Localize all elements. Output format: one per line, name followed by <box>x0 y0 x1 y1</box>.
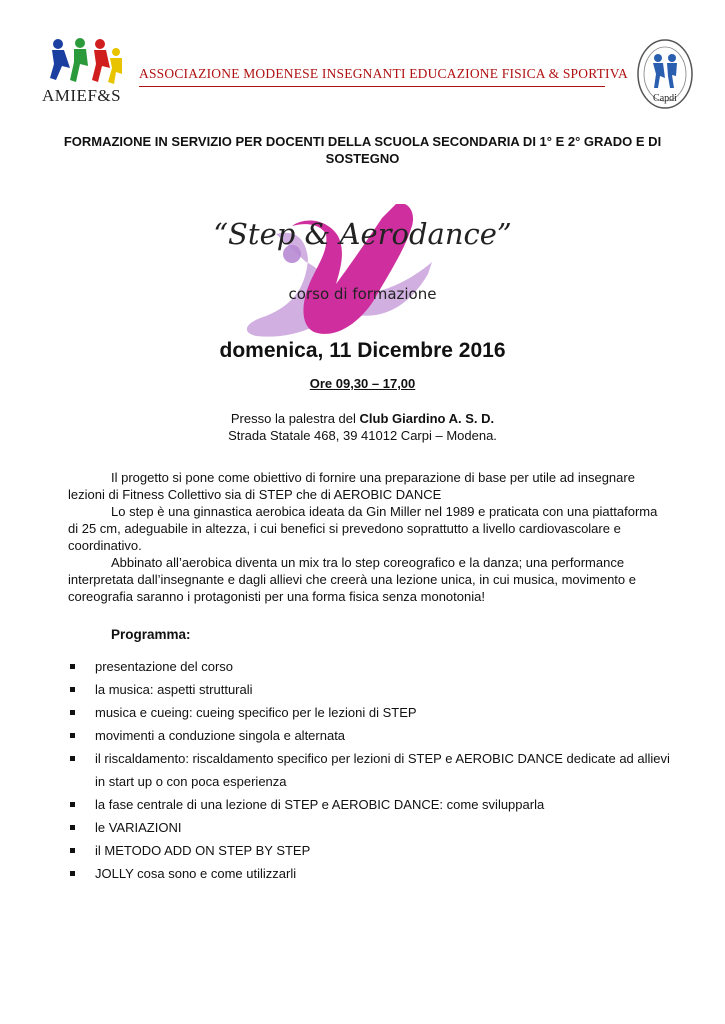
list-item <box>68 678 678 701</box>
venue-name: Club Giardino A. S. D. <box>359 411 495 426</box>
capdi-seal-icon <box>636 38 694 110</box>
list-item <box>68 839 678 862</box>
bullet-icon <box>70 848 75 853</box>
description-paragraph: Abbinato all’aerobica diventa un mix tra lo step coreografico e la danza; una performance interpretata dall’insegnante e dagli allievi che creerà una lezione unica, in cui musica, movimento e coreografia saranno i protagonisti per una forma fisica senza monotonia! <box>68 555 636 604</box>
list-item-text: JOLLY cosa sono e come utilizzarli <box>95 866 297 881</box>
course-time: Ore 09,30 – 17,00 <box>309 376 416 391</box>
capdi-logo <box>636 38 694 110</box>
header-divider <box>139 86 605 87</box>
course-subtitle: corso di formazione <box>288 285 437 303</box>
list-item <box>68 747 678 793</box>
list-item-text: la musica: aspetti strutturali <box>95 682 253 697</box>
bullet-icon <box>70 802 75 807</box>
venue-block <box>100 410 625 444</box>
capdi-logo-text: Capdi <box>653 93 677 104</box>
bullet-icon <box>70 664 75 669</box>
venue-prefix: Presso la palestra del <box>230 411 360 426</box>
list-item <box>68 816 678 839</box>
course-title: “Step & Aerodance” <box>213 217 512 251</box>
bullet-icon <box>70 756 75 761</box>
list-item <box>68 793 678 816</box>
amiefs-logo <box>38 38 130 108</box>
list-item-text: presentazione del corso <box>95 659 234 674</box>
description-paragraph: Lo step è una ginnastica aerobica ideata da Gin Miller nel 1989 e praticata con una piattaforma di 25 cm, adeguabile in altezza, i cui benefici si prevedono soprattutto a livello cardiovascolare e coordinativo. <box>68 504 658 553</box>
list-item <box>68 862 678 885</box>
list-item <box>68 724 678 747</box>
list-item-text: movimenti a conduzione singola e alternata <box>95 728 346 743</box>
bullet-icon <box>70 733 75 738</box>
amiefs-logo-text: AMIEF&S <box>42 86 122 105</box>
venue-line <box>100 410 625 427</box>
dancing-figures-icon <box>44 38 124 86</box>
association-title: ASSOCIAZIONE MODENESE INSEGNANTI EDUCAZIONE FISICA & SPORTIVA <box>139 66 628 81</box>
bullet-icon <box>70 825 75 830</box>
list-item-text: il METODO ADD ON STEP BY STEP <box>95 843 311 858</box>
description <box>68 469 668 605</box>
bullet-icon <box>70 710 75 715</box>
list-item <box>68 701 678 724</box>
list-item-text: le VARIAZIONI <box>95 820 182 835</box>
bullet-icon <box>70 687 75 692</box>
list-item-text: la fase centrale di una lezione di STEP e AEROBIC DANCE: come svilupparla <box>95 797 545 812</box>
course-date: domenica, 11 Dicembre 2016 <box>219 339 506 362</box>
list-item-text: musica e cueing: cueing specifico per le lezioni di STEP <box>95 705 417 720</box>
list-item <box>68 655 678 678</box>
description-paragraph: Il progetto si pone come obiettivo di fornire una preparazione di base per utile ad insegnare lezioni di Fitness Collettivo sia di STEP che di AEROBIC DANCE <box>68 470 635 502</box>
programma-title: Programma: <box>111 627 191 642</box>
venue-address: Strada Statale 468, 39 41012 Carpi – Modena. <box>228 428 497 443</box>
bullet-icon <box>70 871 75 876</box>
training-heading: FORMAZIONE IN SERVIZIO PER DOCENTI DELLA SCUOLA SECONDARIA DI 1° E 2° GRADO E DI SOSTEGNO <box>63 134 662 166</box>
programma-list <box>68 655 678 885</box>
list-item-text: il riscaldamento: riscaldamento specifico per lezioni di STEP e AEROBIC DANCE dedicate ad allievi in start up o con poca esperienza <box>95 751 670 789</box>
